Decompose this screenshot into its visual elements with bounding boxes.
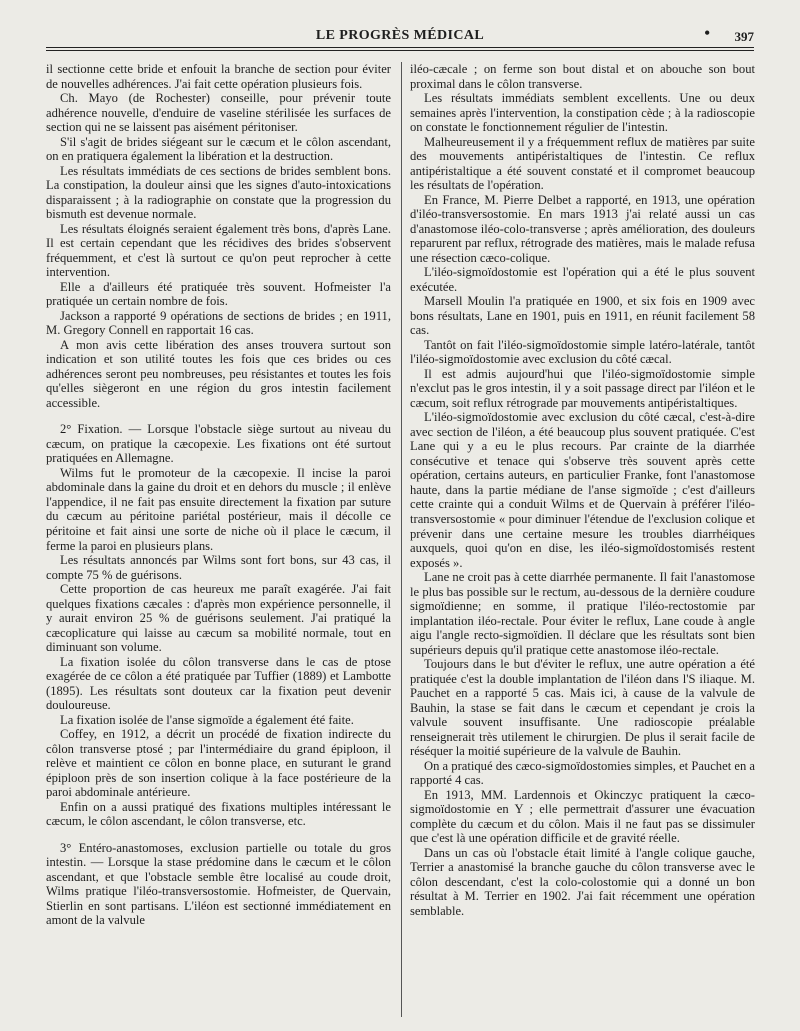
paragraph: il sectionne cette bride et enfouit la branche de section pour éviter de nouvelles adhérences. J'ai fait cette opération plusieurs fois. bbox=[46, 62, 391, 91]
left-column bbox=[46, 62, 391, 928]
journal-title: LE PROGRÈS MÉDICAL bbox=[315, 28, 485, 43]
paragraph: La fixation isolée de l'anse sigmoïde a également été faite. bbox=[60, 712, 354, 727]
page-number: 397 bbox=[734, 29, 754, 44]
paragraph: En 1913, MM. Lardennois et Okinczyc pratiquent la cæco-sigmoïdostomie en Y ; elle permettrait d'assurer une évacuation complète du cæcum et du côlon. Mais il ne faut pas se dissimuler que c'est là une opération difficile et de gravité réelle. bbox=[410, 787, 755, 846]
paragraph: Les résultats éloignés seraient également très bons, d'après Lane. Il est certain cependant que les récidives des brides s'observent fréquemment, et c'est là surtout ce qu'on peut reprocher à cette intervention. bbox=[46, 221, 391, 280]
paragraph: Lane ne croit pas à cette diarrhée permanente. Il fait l'anastomose le plus bas possible sur le rectum, au-dessous de la dernière coudure sigmoïdienne; en somme, il pratique l'iléo-rectostomie par implantation iléo-rectale. Pour éviter le reflux, Lane coude à angle aigu l'angle recto-sigmoïdien. Il déclare que les résultats sont bien supérieurs depuis qu'il pratique cette anastomose iléo-rectale. bbox=[410, 570, 755, 657]
paragraph: Malheureusement il y a fréquemment reflux de matières par suite des mouvements antipéristaltiques de l'intestin. Ce reflux antipéristaltique a été souvent constaté et il compromet beaucoup les résultats de l'opération. bbox=[410, 134, 755, 193]
section-entero-anastomoses: 3° Entéro-anastomoses, exclusion partielle ou totale du gros intestin. — Lorsque la stase prédomine dans le cæcum et le côlon ascendant, et que l'obstacle semble être localisé au coude droit, Wilms pratique l'iléo-transversostomie. Hofmeister, de Quervain, Stierlin en sont partisans. L'iléon est sectionné immédiatement en amont de la valvule bbox=[46, 840, 391, 928]
page-header bbox=[46, 26, 754, 48]
paragraph: Dans un cas où l'obstacle était limité à l'angle colique gauche, Terrier a anastomisé la branche gauche du côlon transverse avec le côlon descendant, c'est la colo-colostomie qui a donné un bon résultat à M. Terrier en 1902. J'ai fait récemment une opération semblable. bbox=[410, 845, 755, 918]
header-rule-thick bbox=[46, 47, 754, 48]
paragraph: Les résultats immédiats de ces sections de brides semblent bons. La constipation, la douleur ainsi que les signes d'auto-intoxications disparaissent ; à la radiographie on constate que la progression du bismuth est devenue normale. bbox=[46, 163, 391, 222]
column-divider bbox=[401, 62, 402, 1017]
paragraph: Cette proportion de cas heureux me paraît exagérée. J'ai fait quelques fixations cæcales : d'après mon expérience personnelle, il y aurait environ 25 % de guérisons seulement. J'ai pratiqué la cæcoplicature qui laisse au cæcum sa mobilité normale, tout en diminuant son volume. bbox=[46, 582, 391, 655]
paragraph: Tantôt on fait l'iléo-sigmoïdostomie simple latéro-latérale, tantôt l'iléo-sigmoïdostomie avec exclusion du côté cæcal. bbox=[410, 337, 755, 367]
paragraph: Wilms fut le promoteur de la cæcopexie. Il incise la paroi abdominale dans la gaine du droit et en dehors du muscle ; il enlève l'appendice, il ne fait pas ensuite directement la fixation par suture du cæcum au péritoine pariétal postérieur, mais il décolle ce péritoine et fait ainsi une sorte de niche où il place le cæcum, il ferme la paroi en plusieurs plans. bbox=[46, 465, 391, 553]
paragraph: L'iléo-sigmoïdostomie est l'opération qui a été le plus souvent exécutée. bbox=[410, 265, 755, 294]
paragraph: S'il s'agit de brides siégeant sur le cæcum et le côlon ascendant, on en pratiquera également la libération et la destruction. bbox=[46, 134, 391, 164]
paragraph: L'iléo-sigmoïdostomie avec exclusion du côté cæcal, c'est-à-dire avec section de l'iléon, a été beaucoup plus souvent pratiquée. C'est Lane qui y a eu le plus recours. Par crainte de la diarrhée consécutive et tenace qui s'observe très souvent après cette opération, certains auteurs, en particulier Franke, font l'anastomose haute, dans la partie médiane de l'anse sigmoïde ; c'est d'ailleurs cette crainte qui a conduit Wilms et de Quervain à préférer l'iléo-transversostomie « pour diminuer l'étendue de l'exclusion colique et prévenir dans une certaine mesure les troubles diarrhéiques auxquels, quoi qu'on en dise, les iléo-sigmoïdostomisés restent exposés ». bbox=[410, 410, 755, 570]
header-bullet: • bbox=[704, 25, 710, 42]
paragraph: On a pratiqué des cæco-sigmoïdostomies simples, et Pauchet en a rapporté 4 cas. bbox=[410, 758, 755, 788]
paragraph: La fixation isolée du côlon transverse dans le cas de ptose exagérée de ce côlon a été pratiquée par Tuffier (1889) et Lambotte (1895). Les résultats sont douteux car la fixation peut devenir douloureuse. bbox=[46, 654, 391, 713]
paragraph: En France, M. Pierre Delbet a rapporté, en 1913, une opération d'iléo-transversostomie. En mars 1913 j'ai relaté aussi un cas d'anastomose iléo-colo-transverse ; après amélioration, des douleurs reparurent par reflux, rétrograde des matières, mais le malade refusa une résection cæco-colique. bbox=[410, 192, 755, 265]
paragraph: Toujours dans le but d'éviter le reflux, une autre opération a été pratiquée c'est la double implantation de l'iléon dans l'S iliaque. M. Pauchet en a rapporté 5 cas. Mais ici, à cause de la valvule de Bauhin, la stase se fait dans le cæcum et cependant je crois la valvule souvent insuffisante. Une radioscopie préalable renseignerait très utilement le chirurgien. De plus il serait facile de réséquer la moitié supérieure de la valvule de Bauhin. bbox=[410, 657, 755, 759]
paragraph: Enfin on a aussi pratiqué des fixations multiples intéressant le cæcum, le côlon ascendant, le côlon transverse, etc. bbox=[46, 799, 391, 829]
paragraph: Marsell Moulin l'a pratiquée en 1900, et six fois en 1909 avec bons résultats, Lane en 1901, puis en 1911, en réunit facilement 58 cas. bbox=[410, 294, 755, 338]
paragraph: Ch. Mayo (de Rochester) conseille, pour prévenir toute adhérence nouvelle, d'enduire de vaseline stérilisée les surfaces de section qui ne se laissent pas aisément péritoniser. bbox=[46, 91, 391, 135]
paragraph: iléo-cæcale ; on ferme son bout distal et on abouche son bout proximal dans le côlon transverse. bbox=[410, 62, 755, 91]
paragraph: Jackson a rapporté 9 opérations de sections de brides ; en 1911, M. Gregory Connell en rapportait 16 cas. bbox=[46, 308, 391, 338]
paragraph: Les résultats immédiats semblent excellents. Une ou deux semaines après l'intervention, la constipation cède ; à la radioscopie on constate le fonctionnement régulier de l'intestin. bbox=[410, 91, 755, 135]
paragraph: Coffey, en 1912, a décrit un procédé de fixation indirecte du côlon transverse ptosé ; par l'intermédiaire du grand épiploon, il relève et maintient ce côlon en bonne place, en suturant le grand épiploon près de son insertion colique à la face postérieure de la paroi abdominale antérieure. bbox=[46, 727, 391, 800]
paragraph: Il est admis aujourd'hui que l'iléo-sigmoïdostomie simple n'exclut pas le gros intestin, il y a soit passage direct par l'iléon et le cæcum, soit reflux rétrograde par mouvements antipéristaltiques. bbox=[410, 366, 755, 410]
section-fixation: 2° Fixation. — Lorsque l'obstacle siège surtout au niveau du cæcum, on pratique la cæcopexie. Les fixations ont été surtout pratiquées en Allemagne. bbox=[46, 422, 391, 466]
paragraph: A mon avis cette libération des anses trouvera surtout son indication et son utilité toutes les fois que ces brides ou ces adhérences seront peu nombreuses, peu résistantes et toutes les fois qu'elles siègeront en une région du gros intestin facilement accessible. bbox=[46, 337, 391, 410]
paragraph: Elle a d'ailleurs été pratiquée très souvent. Hofmeister l'a pratiquée un certain nombre de fois. bbox=[46, 279, 391, 309]
header-rule-thin bbox=[46, 50, 754, 51]
paragraph: Les résultats annoncés par Wilms sont fort bons, sur 43 cas, il compte 75 % de guérisons. bbox=[46, 553, 391, 582]
right-column bbox=[410, 62, 755, 918]
